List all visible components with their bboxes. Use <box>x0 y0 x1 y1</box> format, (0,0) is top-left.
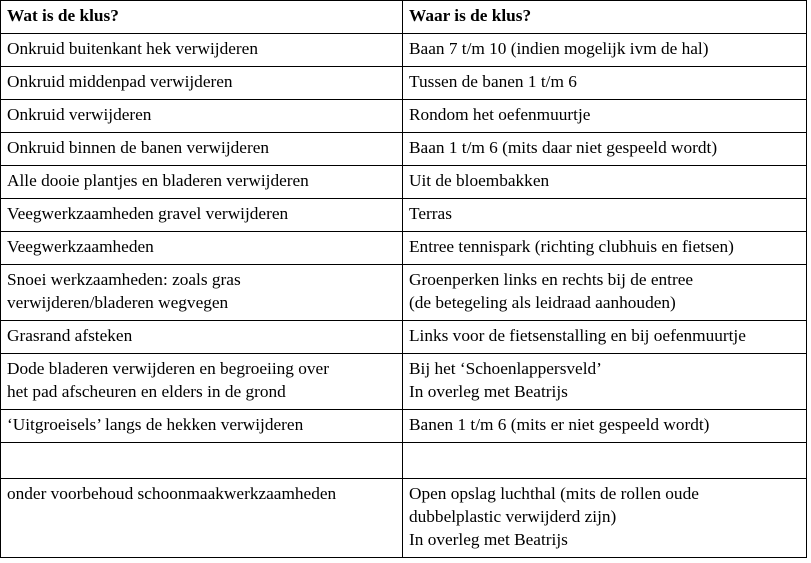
table-row <box>1 354 807 410</box>
location-text: Baan 1 t/m 6 (mits daar niet gespeeld wordt) <box>409 138 718 157</box>
task-text: Veegwerkzaamheden <box>7 237 154 256</box>
location-text: dubbelplastic verwijderd zijn) <box>409 507 617 526</box>
task-cell <box>1 100 403 133</box>
task-text: ‘Uitgroeisels’ langs de hekken verwijderen <box>7 415 304 434</box>
location-cell <box>403 443 807 479</box>
header-location: Waar is de klus? <box>403 1 807 34</box>
location-cell <box>403 133 807 166</box>
task-text: verwijderen/bladeren wegvegen <box>7 293 229 312</box>
table-row <box>1 410 807 443</box>
task-text: Grasrand afsteken <box>7 326 133 345</box>
location-text: Terras <box>409 204 452 223</box>
location-cell <box>403 410 807 443</box>
location-cell <box>403 354 807 410</box>
location-text: Entree tennispark (richting clubhuis en fietsen) <box>409 237 734 256</box>
empty-row <box>1 443 807 479</box>
table-row <box>1 133 807 166</box>
task-cell <box>1 34 403 67</box>
location-cell <box>403 479 807 558</box>
location-text: Rondom het oefenmuurtje <box>409 105 591 124</box>
task-cell <box>1 133 403 166</box>
task-text: Dode bladeren verwijderen en begroeiing over <box>7 359 329 378</box>
task-cell <box>1 410 403 443</box>
table-row <box>1 199 807 232</box>
task-cell <box>1 67 403 100</box>
location-text: Open opslag luchthal (mits de rollen oude <box>409 484 699 503</box>
table-row <box>1 232 807 265</box>
task-cell <box>1 443 403 479</box>
location-text: Banen 1 t/m 6 (mits er niet gespeeld wordt) <box>409 415 710 434</box>
location-cell <box>403 321 807 354</box>
location-text: Bij het ‘Schoenlappersveld’ <box>409 359 602 378</box>
location-text: Uit de bloembakken <box>409 171 550 190</box>
location-cell <box>403 34 807 67</box>
table-row <box>1 321 807 354</box>
task-cell <box>1 265 403 321</box>
table-row <box>1 265 807 321</box>
location-text: (de betegeling als leidraad aanhouden) <box>409 293 676 312</box>
table-row <box>1 100 807 133</box>
task-text: Onkruid binnen de banen verwijderen <box>7 138 270 157</box>
location-text: Baan 7 t/m 10 (indien mogelijk ivm de hal) <box>409 39 709 58</box>
task-cell <box>1 232 403 265</box>
task-cell <box>1 166 403 199</box>
task-text: Onkruid middenpad verwijderen <box>7 72 233 91</box>
header-task: Wat is de klus? <box>1 1 403 34</box>
location-cell <box>403 265 807 321</box>
task-cell <box>1 479 403 558</box>
task-text: Onkruid verwijderen <box>7 105 152 124</box>
table-row <box>1 166 807 199</box>
table-row <box>1 479 807 558</box>
task-text: Alle dooie plantjes en bladeren verwijderen <box>7 171 309 190</box>
table-row <box>1 34 807 67</box>
header-row <box>1 1 807 34</box>
location-text: Links voor de fietsenstalling en bij oefenmuurtje <box>409 326 746 345</box>
table-row <box>1 67 807 100</box>
task-cell <box>1 354 403 410</box>
location-text: In overleg met Beatrijs <box>409 530 568 549</box>
location-cell <box>403 67 807 100</box>
location-cell <box>403 199 807 232</box>
location-text: Groenperken links en rechts bij de entree <box>409 270 694 289</box>
location-text: In overleg met Beatrijs <box>409 382 568 401</box>
location-text: Tussen de banen 1 t/m 6 <box>409 72 577 91</box>
task-cell <box>1 199 403 232</box>
task-text: Snoei werkzaamheden: zoals gras <box>7 270 241 289</box>
task-text: Onkruid buitenkant hek verwijderen <box>7 39 258 58</box>
location-cell <box>403 100 807 133</box>
task-cell <box>1 321 403 354</box>
location-cell <box>403 166 807 199</box>
task-text: het pad afscheuren en elders in de grond <box>7 382 286 401</box>
task-text: Veegwerkzaamheden gravel verwijderen <box>7 204 289 223</box>
task-text: onder voorbehoud schoonmaakwerkzaamheden <box>7 484 337 503</box>
location-cell <box>403 232 807 265</box>
